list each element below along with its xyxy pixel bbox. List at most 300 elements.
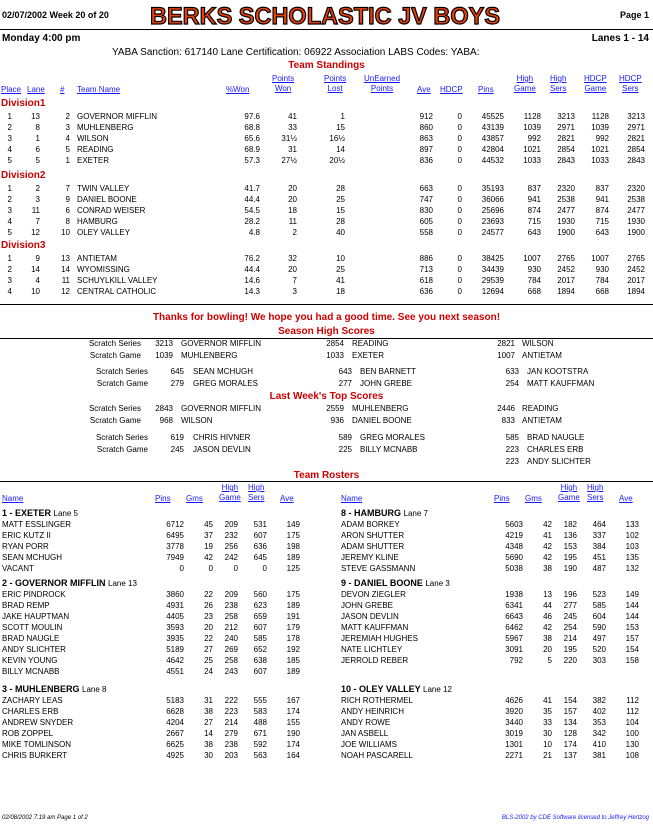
- roster-cell: JEREMIAH HUGHES: [341, 634, 418, 643]
- roster-cell: JAKE HAUPTMAN: [2, 612, 70, 621]
- standings-row: [0, 254, 653, 265]
- standings-cell: 35193: [481, 184, 504, 193]
- roster-cell: 125: [286, 564, 300, 573]
- standings-cell: 2971: [627, 123, 645, 132]
- standings-cell: 15: [336, 123, 345, 132]
- roster-cell: 2271: [505, 751, 523, 760]
- roster-cell: 38: [543, 564, 552, 573]
- roster-cell: 24: [204, 667, 213, 676]
- standings-cell: 44.4: [244, 195, 260, 204]
- roster-cell: 22: [204, 634, 213, 643]
- roster-cell: 26: [204, 601, 213, 610]
- standings-cell: 1033: [523, 156, 541, 165]
- roster-cell: 256: [224, 542, 238, 551]
- standings-cell: OLEY VALLEY: [77, 228, 131, 237]
- roster-cell: 108: [625, 751, 639, 760]
- standings-cell: 54.5: [244, 206, 260, 215]
- standings-cell: 11: [61, 276, 70, 285]
- roster-header-pins: Pins: [494, 494, 510, 503]
- roster-player-row: [0, 531, 653, 542]
- standings-cell: 41: [336, 276, 345, 285]
- roster-player-row: [0, 645, 653, 656]
- score-label: Scratch Game: [89, 416, 141, 425]
- roster-cell: 27: [204, 645, 213, 654]
- standings-header-ave: Ave: [417, 85, 431, 94]
- roster-cell: ADAM SHUTTER: [341, 542, 405, 551]
- roster-cell: 178: [286, 634, 300, 643]
- score-v2: 225: [338, 445, 352, 454]
- roster-player-row: [0, 718, 653, 729]
- standings-cell: SCHUYLKILL VALLEY: [77, 276, 158, 285]
- standings-cell: 2843: [557, 156, 575, 165]
- standings-cell: 18: [288, 206, 297, 215]
- roster-cell: 174: [286, 740, 300, 749]
- standings-cell: 14: [61, 265, 70, 274]
- standings-cell: 3: [7, 276, 12, 285]
- standings-header-lane: Lane: [27, 85, 45, 94]
- roster-cell: 497: [592, 634, 606, 643]
- standings-cell: 3: [7, 206, 12, 215]
- standings-cell: 837: [595, 184, 609, 193]
- score-v3: 1007: [497, 351, 515, 360]
- standings-cell: 747: [419, 195, 433, 204]
- roster-cell: 198: [286, 542, 300, 551]
- standings-cell: 2821: [627, 134, 645, 143]
- roster-cell: 38: [204, 707, 213, 716]
- standings-cell: 941: [527, 195, 541, 204]
- roster-cell: 451: [592, 553, 606, 562]
- standings-cell: 863: [419, 134, 433, 143]
- roster-header-hgame: High Game: [558, 483, 580, 502]
- roster-cell: NOAH PASCARELL: [341, 751, 413, 760]
- standings-header-place: Place: [1, 85, 22, 94]
- standings-cell: 68.9: [244, 145, 260, 154]
- roster-cell: 144: [625, 601, 639, 610]
- roster-cell: 189: [286, 553, 300, 562]
- roster-cell: 4642: [166, 656, 184, 665]
- roster-cell: 5038: [505, 564, 523, 573]
- standings-cell: 14.6: [244, 276, 260, 285]
- standings-cell: 4.8: [248, 228, 260, 237]
- standings-cell: 2320: [627, 184, 645, 193]
- score-n3: ANTIETAM: [522, 351, 562, 360]
- standings-cell: 715: [527, 217, 541, 226]
- roster-cell: 30: [543, 729, 552, 738]
- standings-cell: 57.3: [244, 156, 260, 165]
- roster-cell: 254: [563, 623, 577, 632]
- roster-cell: 189: [286, 667, 300, 676]
- score-v3: 2821: [497, 339, 515, 348]
- roster-team-name: 2 - GOVERNOR MIFFLIN: [2, 578, 109, 588]
- footer-software-credit: BLS-2002 by CDE Software licensed to Jeffrey Hertzog: [501, 815, 649, 821]
- roster-cell: 487: [592, 564, 606, 573]
- standings-cell: 1894: [627, 287, 645, 296]
- roster-cell: RYAN PORR: [2, 542, 49, 551]
- score-n2: EXETER: [352, 351, 385, 360]
- roster-cell: 45: [204, 520, 213, 529]
- roster-cell: 42: [204, 553, 213, 562]
- roster-team-heading: [341, 684, 452, 694]
- footer-print-info: 02/08/2002 7:19 am Page 1 of 2: [2, 815, 88, 821]
- standings-cell: 4: [35, 276, 40, 285]
- roster-cell: 154: [625, 645, 639, 654]
- standings-cell: 5: [7, 156, 12, 165]
- standings-cell: 0: [457, 217, 462, 226]
- standings-cell: 18: [336, 287, 345, 296]
- league-title: BERKS SCHOLASTIC JV BOYS: [150, 3, 500, 28]
- standings-cell: 11: [31, 206, 40, 215]
- score-n1: CHRIS HIVNER: [193, 433, 251, 442]
- roster-cell: 4925: [166, 751, 184, 760]
- standings-cell: 784: [527, 276, 541, 285]
- standings-cell: 20: [288, 184, 297, 193]
- standings-cell: 29539: [481, 276, 504, 285]
- standings-header-ptslost: Points Lost: [324, 74, 347, 93]
- standings-cell: 2452: [557, 265, 575, 274]
- roster-cell: 41: [543, 696, 552, 705]
- standings-cell: 7: [292, 276, 297, 285]
- roster-cell: 563: [253, 751, 267, 760]
- standings-cell: 65.6: [244, 134, 260, 143]
- standings-cell: 12694: [481, 287, 504, 296]
- roster-cell: 5183: [166, 696, 184, 705]
- roster-cell: 1301: [505, 740, 523, 749]
- standings-cell: 992: [527, 134, 541, 143]
- roster-cell: 4204: [166, 718, 184, 727]
- roster-cell: 6462: [505, 623, 523, 632]
- standings-cell: 0: [457, 206, 462, 215]
- sanction-line: YABA Sanction: 617140 Lane Certification: 06922 Association LABS Codes: YABA:: [112, 47, 480, 58]
- roster-cell: 3593: [166, 623, 184, 632]
- roster-cell: 38: [543, 634, 552, 643]
- standings-header-hsers: High Sers: [550, 74, 567, 93]
- standings-cell: 830: [419, 206, 433, 215]
- report-date-week: 02/07/2002 Week 20 of 20: [2, 10, 109, 20]
- standings-cell: 12: [61, 287, 70, 296]
- standings-cell: 0: [457, 134, 462, 143]
- roster-cell: 175: [286, 531, 300, 540]
- roster-cell: 136: [563, 531, 577, 540]
- standings-cell: GOVERNOR MIFFLIN: [77, 112, 158, 121]
- roster-cell: 638: [253, 656, 267, 665]
- roster-player-row: [0, 590, 653, 601]
- roster-cell: SEAN MCHUGH: [2, 553, 63, 562]
- roster-player-row: [0, 667, 653, 678]
- roster-cell: 6341: [505, 601, 523, 610]
- standings-row: [0, 145, 653, 156]
- division-heading: Division3: [1, 240, 46, 251]
- roster-cell: 21: [543, 751, 552, 760]
- standings-header-hdcp: HDCP: [440, 85, 463, 94]
- roster-cell: 174: [286, 707, 300, 716]
- standings-cell: 2821: [557, 134, 575, 143]
- standings-cell: 2017: [627, 276, 645, 285]
- score-v3: 833: [501, 416, 515, 425]
- score-row: [0, 416, 653, 427]
- rosters-title: Team Rosters: [293, 470, 360, 481]
- standings-cell: 715: [595, 217, 609, 226]
- standings-cell: 2: [7, 265, 12, 274]
- standings-cell: 43857: [481, 134, 504, 143]
- score-v1: 968: [159, 416, 173, 425]
- standings-header-num: #: [60, 85, 65, 94]
- score-label: Scratch Game: [96, 379, 148, 388]
- roster-player-row: [0, 564, 653, 575]
- roster-team-name: 9 - DANIEL BOONE: [341, 578, 426, 588]
- standings-cell: 44532: [481, 156, 504, 165]
- standings-cell: 11: [288, 217, 297, 226]
- standings-cell: 24577: [481, 228, 504, 237]
- score-v2: 2559: [326, 404, 344, 413]
- day-time: Monday 4:00 pm: [2, 33, 81, 44]
- standings-cell: 713: [419, 265, 433, 274]
- roster-cell: 5967: [505, 634, 523, 643]
- roster-cell: 157: [625, 634, 639, 643]
- standings-cell: 0: [457, 228, 462, 237]
- roster-cell: 7949: [166, 553, 184, 562]
- roster-cell: 37: [204, 531, 213, 540]
- standings-cell: 25: [336, 265, 345, 274]
- standings-cell: 6: [35, 145, 40, 154]
- roster-cell: 3920: [505, 707, 523, 716]
- standings-cell: 3213: [627, 112, 645, 121]
- roster-cell: 242: [224, 553, 238, 562]
- roster-cell: 1938: [505, 590, 523, 599]
- roster-cell: 4348: [505, 542, 523, 551]
- score-row: [0, 339, 653, 350]
- roster-cell: KEVIN YOUNG: [2, 656, 58, 665]
- standings-cell: 41: [288, 112, 297, 121]
- roster-cell: BILLY MCNABB: [2, 667, 60, 676]
- roster-cell: 238: [224, 740, 238, 749]
- roster-cell: ARON SHUTTER: [341, 531, 405, 540]
- score-n1: MUHLENBERG: [181, 351, 238, 360]
- roster-cell: MIKE TOMLINSON: [2, 740, 72, 749]
- score-n1: GOVERNOR MIFFLIN: [181, 404, 262, 413]
- roster-player-row: [0, 696, 653, 707]
- standings-cell: 2: [7, 195, 12, 204]
- roster-header-gms: Gms: [525, 494, 542, 503]
- roster-team-heading: [2, 684, 106, 694]
- standings-cell: WILSON: [77, 134, 109, 143]
- score-n1: GREG MORALES: [193, 379, 258, 388]
- standings-cell: 668: [527, 287, 541, 296]
- standings-row: [0, 123, 653, 134]
- standings-cell: 836: [419, 156, 433, 165]
- standings-row: [0, 217, 653, 228]
- roster-cell: 133: [625, 520, 639, 529]
- roster-cell: 258: [224, 612, 238, 621]
- roster-cell: STEVE GASSMANN: [341, 564, 416, 573]
- standings-cell: 2: [292, 228, 297, 237]
- roster-cell: 5690: [505, 553, 523, 562]
- standings-cell: 14: [336, 145, 345, 154]
- standings-cell: 668: [595, 287, 609, 296]
- roster-cell: 38: [204, 740, 213, 749]
- standings-cell: 20½: [329, 156, 345, 165]
- standings-cell: 1: [35, 134, 40, 143]
- standings-cell: 43139: [481, 123, 504, 132]
- roster-cell: 636: [253, 542, 267, 551]
- roster-cell: 583: [253, 707, 267, 716]
- roster-cell: 42: [543, 520, 552, 529]
- roster-cell: 0: [262, 564, 267, 573]
- score-v1: 2843: [155, 404, 173, 413]
- division-heading: Division2: [1, 170, 46, 181]
- standings-cell: 0: [457, 195, 462, 204]
- roster-cell: 132: [625, 564, 639, 573]
- score-v1: 279: [170, 379, 184, 388]
- roster-cell: ANDY SLICHTER: [2, 645, 66, 654]
- standings-header-unearned: UnEarned Points: [364, 74, 401, 93]
- standings-cell: 930: [595, 265, 609, 274]
- roster-cell: 560: [253, 590, 267, 599]
- roster-cell: 223: [224, 707, 238, 716]
- score-v3: 633: [505, 367, 519, 376]
- roster-cell: 42: [543, 553, 552, 562]
- standings-cell: 1900: [557, 228, 575, 237]
- roster-cell: 464: [592, 520, 606, 529]
- roster-cell: 607: [253, 623, 267, 632]
- roster-cell: 4551: [166, 667, 184, 676]
- score-n3: BRAD NAUGLE: [527, 433, 585, 442]
- standings-cell: 97.6: [244, 112, 260, 121]
- standings-cell: 14.3: [244, 287, 260, 296]
- roster-header-pins: Pins: [155, 494, 171, 503]
- roster-cell: 14: [204, 729, 213, 738]
- standings-cell: 6: [65, 206, 70, 215]
- standings-title: Team Standings: [288, 60, 365, 71]
- roster-cell: 182: [563, 520, 577, 529]
- roster-cell: 4626: [505, 696, 523, 705]
- roster-cell: 130: [625, 740, 639, 749]
- standings-cell: DANIEL BOONE: [77, 195, 137, 204]
- score-v2: 643: [338, 367, 352, 376]
- roster-cell: MATT KAUFFMAN: [341, 623, 409, 632]
- standings-cell: WYOMISSING: [77, 265, 130, 274]
- standings-cell: 76.2: [244, 254, 260, 263]
- roster-cell: 258: [224, 656, 238, 665]
- roster-cell: 20: [543, 645, 552, 654]
- standings-cell: 1007: [591, 254, 609, 263]
- standings-cell: CENTRAL CATHOLIC: [77, 287, 157, 296]
- standings-header-pins: Pins: [478, 85, 494, 94]
- standings-cell: 28: [336, 217, 345, 226]
- roster-cell: 4931: [166, 601, 184, 610]
- score-n3: CHARLES ERB: [527, 445, 584, 454]
- roster-cell: 35: [543, 707, 552, 716]
- roster-team-name: 3 - MUHLENBERG: [2, 684, 83, 694]
- roster-cell: 135: [625, 553, 639, 562]
- standings-cell: 2538: [627, 195, 645, 204]
- thanks-message: Thanks for bowling! We hope you had a good time. See you next season!: [152, 312, 501, 323]
- standings-cell: 38425: [481, 254, 504, 263]
- league-title-banner: [148, 3, 503, 28]
- roster-cell: 303: [592, 656, 606, 665]
- standings-cell: 860: [419, 123, 433, 132]
- roster-cell: 155: [286, 718, 300, 727]
- score-n2: READING: [352, 339, 389, 348]
- roster-cell: 410: [592, 740, 606, 749]
- roster-header-ave: Ave: [280, 494, 294, 503]
- score-row: [0, 351, 653, 362]
- standings-cell: 45525: [481, 112, 504, 121]
- standings-cell: 1039: [591, 123, 609, 132]
- roster-cell: 238: [224, 601, 238, 610]
- roster-player-row: [0, 553, 653, 564]
- roster-player-row: [0, 656, 653, 667]
- roster-cell: 590: [592, 623, 606, 632]
- roster-cell: 523: [592, 590, 606, 599]
- roster-cell: 6643: [505, 612, 523, 621]
- standings-cell: 992: [595, 134, 609, 143]
- standings-cell: 1: [7, 254, 12, 263]
- roster-cell: 134: [563, 718, 577, 727]
- roster-cell: 384: [592, 542, 606, 551]
- roster-cell: 20: [204, 623, 213, 632]
- roster-cell: ANDY ROWE: [341, 718, 391, 727]
- standings-cell: 27½: [281, 156, 297, 165]
- roster-cell: 279: [224, 729, 238, 738]
- roster-cell: 337: [592, 531, 606, 540]
- roster-cell: 520: [592, 645, 606, 654]
- standings-cell: 20: [288, 195, 297, 204]
- roster-cell: DEVON ZIEGLER: [341, 590, 406, 599]
- standings-cell: 2854: [627, 145, 645, 154]
- standings-cell: 28.2: [244, 217, 260, 226]
- roster-cell: 144: [625, 612, 639, 621]
- standings-header-ptswon: Points Won: [272, 74, 295, 93]
- standings-cell: HAMBURG: [77, 217, 118, 226]
- score-row: [0, 457, 653, 468]
- score-row: [0, 379, 653, 390]
- roster-cell: 22: [204, 590, 213, 599]
- roster-cell: 209: [224, 590, 238, 599]
- roster-player-row: [0, 740, 653, 751]
- roster-cell: 149: [625, 590, 639, 599]
- score-v1: 619: [170, 433, 184, 442]
- standings-cell: 1021: [523, 145, 541, 154]
- standings-cell: 897: [419, 145, 433, 154]
- roster-cell: 488: [253, 718, 267, 727]
- roster-team-heading: [341, 508, 428, 518]
- standings-cell: 618: [419, 276, 433, 285]
- roster-cell: 196: [563, 590, 577, 599]
- roster-cell: 6712: [166, 520, 184, 529]
- score-n2: DANIEL BOONE: [352, 416, 412, 425]
- standings-row: [0, 184, 653, 195]
- roster-cell: 179: [286, 623, 300, 632]
- standings-cell: 14: [31, 265, 40, 274]
- roster-cell: 220: [563, 656, 577, 665]
- roster-player-row: [0, 707, 653, 718]
- roster-cell: 671: [253, 729, 267, 738]
- roster-team-heading: [341, 578, 450, 588]
- standings-cell: ANTIETAM: [77, 254, 117, 263]
- standings-cell: 1930: [627, 217, 645, 226]
- standings-cell: 3: [65, 123, 70, 132]
- standings-row: [0, 287, 653, 298]
- score-row: [0, 445, 653, 456]
- roster-cell: 6625: [166, 740, 184, 749]
- roster-cell: 607: [253, 667, 267, 676]
- roster-cell: 174: [563, 740, 577, 749]
- standings-cell: 8: [65, 217, 70, 226]
- roster-cell: MATT ESSLINGER: [2, 520, 72, 529]
- standings-cell: 0: [457, 123, 462, 132]
- roster-cell: 792: [509, 656, 523, 665]
- roster-cell: ZACHARY LEAS: [2, 696, 63, 705]
